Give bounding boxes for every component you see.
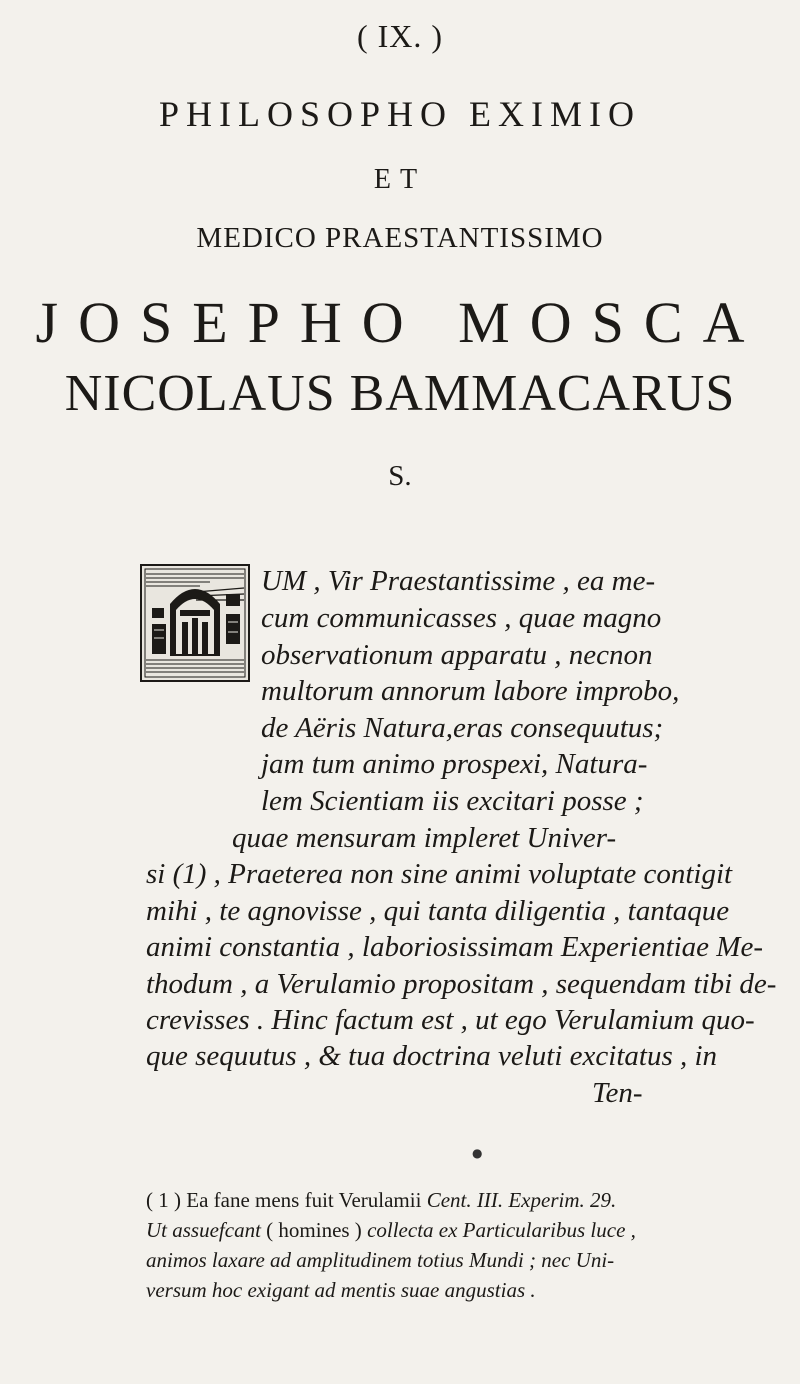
footnote-text: versum hoc exigant ad mentis suae angustias . <box>146 1278 536 1302</box>
dedication-line-medico: MEDICO PRAESTANTISSIMO <box>196 222 604 254</box>
dedication-line-et: ET <box>373 164 427 195</box>
body-line: si (1) , Praeterea non sine animi voluptate contigit <box>146 858 733 890</box>
body-line: cum communicasses , quae magno <box>261 602 662 634</box>
footnote-text: ( homines ) <box>260 1218 368 1242</box>
dedication-line-philosopho: PHILOSOPHO EXIMIO <box>158 94 641 134</box>
footnote-text: animos laxare ad amplitudinem totius Mundi ; nec Uni- <box>146 1248 615 1272</box>
footnote-line-4 <box>146 1280 536 1301</box>
body-line: thodum , a Verulamio propositam , sequendam tibi de- <box>146 968 777 1000</box>
footnote-line-3 <box>146 1250 614 1271</box>
body-line: crevisses . Hinc factum est , ut ego Verulamium quo- <box>146 1004 755 1036</box>
body-line: de Aëris Natura,eras consequutus; <box>261 712 664 744</box>
footnote-line-2 <box>146 1220 636 1241</box>
author-name: NICOLAUS BAMMACARUS <box>64 365 736 422</box>
body-line: quae mensuram impleret Univer- <box>232 822 617 854</box>
body-line: UM , Vir Praestantissime , ea me- <box>261 565 656 597</box>
woodcut-initial-icon <box>140 564 250 682</box>
footnote-line-1 <box>146 1190 616 1211</box>
salutation: S. <box>388 460 412 492</box>
body-line: multorum annorum labore improbo, <box>261 675 680 707</box>
printer-mark-icon: ● <box>472 1146 483 1160</box>
body-line: que sequutus , & tua doctrina veluti excitatus , in <box>146 1040 718 1072</box>
footnote-text: ( 1 ) Ea fane mens fuit Verulamii <box>146 1188 427 1212</box>
body-line: animi constantia , laboriosissimam Experientiae Me- <box>146 931 763 963</box>
footnote-text: Ut assuefcant <box>146 1218 261 1242</box>
body-line: observationum apparatu , necnon <box>261 639 653 671</box>
footnote-citation: Cent. III. Experim. 29. <box>426 1188 617 1212</box>
recipient-name: JOSEPHO MOSCA <box>35 290 765 355</box>
footnote-text: collecta ex Particularibus luce , <box>367 1218 636 1242</box>
body-line: lem Scientiam iis excitari posse ; <box>261 785 644 817</box>
catchword: Ten- <box>592 1077 643 1109</box>
page-number: ( IX. ) <box>356 18 444 54</box>
body-line: jam tum animo prospexi, Natura- <box>261 748 648 780</box>
body-line: mihi , te agnovisse , qui tanta diligentia , tantaque <box>146 895 730 927</box>
